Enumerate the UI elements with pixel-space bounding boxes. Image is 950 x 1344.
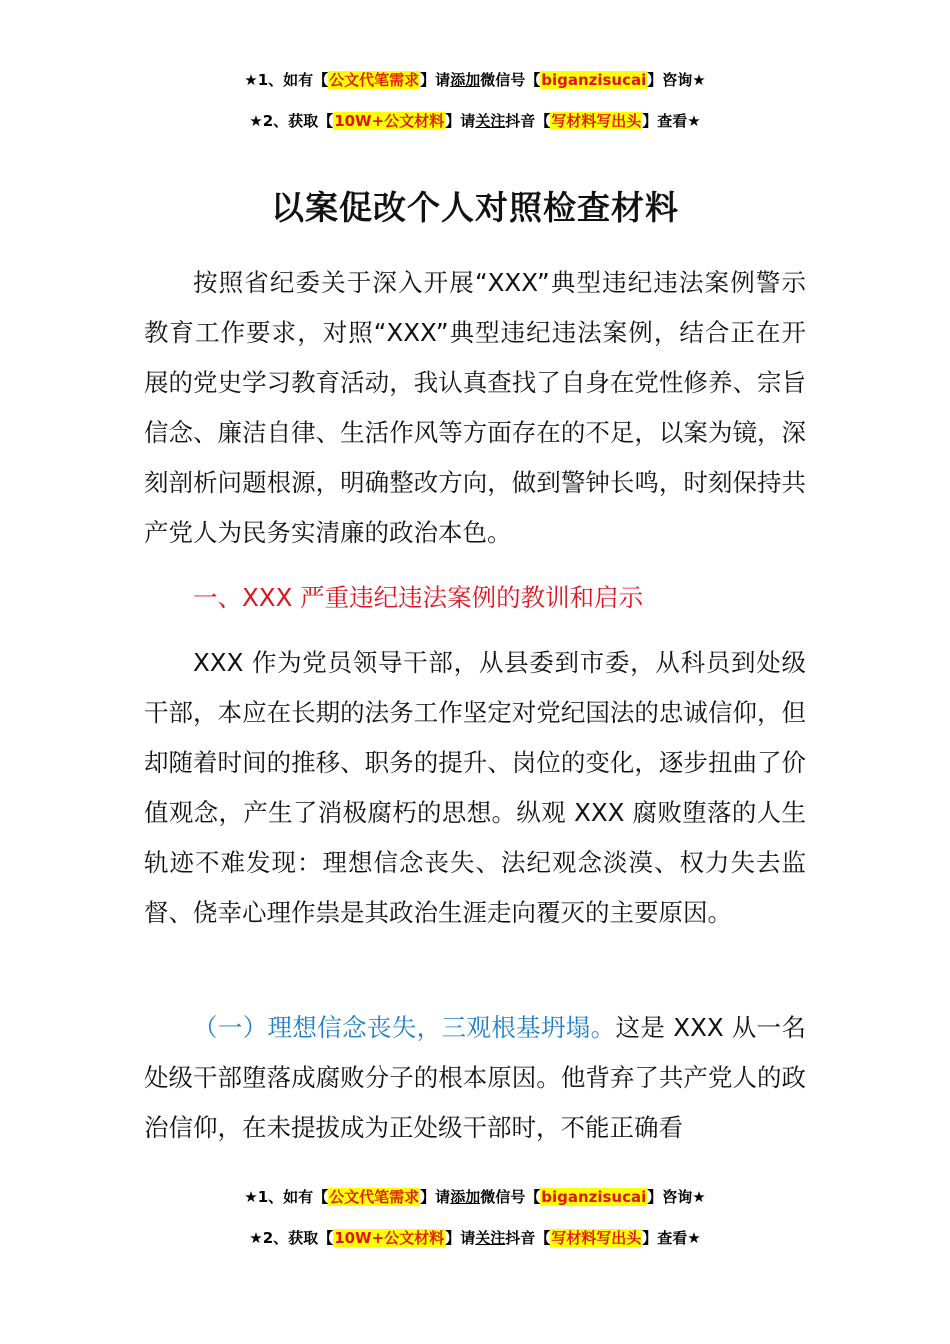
- banner-highlight-service: 公文代笔需求: [329, 1188, 420, 1206]
- banner-suffix: 】咨询★: [647, 1188, 706, 1206]
- banner-highlight-wechat-id: biganzisucai: [541, 71, 647, 89]
- banner-text: 】请: [445, 1229, 476, 1247]
- subsection-paragraph-1: [144, 1003, 806, 1153]
- intro-paragraph: 按照省纪委关于深入开展“XXX”典型违纪违法案例警示教育工作要求，对照“XXX”典型违纪违法案例，结合正在开展的党史学习教育活动，我认真查找了自身在党性修养、宗旨信念、廉洁自律、生活作风等方面存在的不足，以案为镜，深刻剖析问题根源，明确整改方向，做到警钟长鸣，时刻保持共产党人为民务实清廉的政治本色。: [144, 268, 806, 547]
- banner-text: 微信号【: [480, 71, 541, 89]
- banner-suffix: 】咨询★: [647, 71, 706, 89]
- banner-emphasis: 关注: [475, 112, 506, 130]
- bottom-banner-line-1: [0, 1187, 950, 1207]
- banner-text: 】请: [420, 1188, 451, 1206]
- banner-prefix: ★1、如有【: [244, 71, 329, 89]
- top-banner-line-2: [0, 111, 950, 131]
- banner-emphasis: 添加: [450, 1188, 481, 1206]
- banner-text: 】请: [420, 71, 451, 89]
- banner-prefix: ★2、获取【: [249, 112, 334, 130]
- banner-highlight-materials: 10W+公文材料: [334, 1229, 445, 1247]
- banner-text: 微信号【: [480, 1188, 541, 1206]
- banner-highlight-materials: 10W+公文材料: [334, 112, 445, 130]
- banner-emphasis: 添加: [450, 71, 481, 89]
- banner-text: 抖音【: [505, 1229, 551, 1247]
- banner-highlight-douyin-account: 写材料写出头: [551, 1229, 642, 1247]
- banner-suffix: 】查看★: [642, 1229, 701, 1247]
- subsection-text-1: 这是 XXX 从一名处级干部堕落成腐败分子的根本原因。他背弃了共产党人的政治信仰，在未提拔成为正处级干部时，不能正确看: [144, 1013, 806, 1142]
- banner-prefix: ★2、获取【: [249, 1229, 334, 1247]
- banner-highlight-wechat-id: biganzisucai: [541, 1188, 647, 1206]
- document-title: 以案促改个人对照检查材料: [271, 188, 679, 227]
- banner-text: 抖音【: [505, 112, 551, 130]
- banner-highlight-service: 公文代笔需求: [329, 71, 420, 89]
- section-1-paragraph: XXX 作为党员领导干部，从县委到市委，从科员到处级干部，本应在长期的法务工作坚定对党纪国法的忠诚信仰，但却随着时间的推移、职务的提升、岗位的变化，逐步扭曲了价值观念，产生了消极腐朽的思想。纵观 XXX 腐败堕落的人生轨迹不难发现：理想信念丧失、法纪观念淡漠、权力失去监督、侥幸心理作祟是其政治生涯走向覆灭的主要原因。: [144, 648, 806, 927]
- bottom-banner-line-2: [0, 1228, 950, 1248]
- banner-text: 】请: [445, 112, 476, 130]
- banner-highlight-douyin-account: 写材料写出头: [551, 112, 642, 130]
- section-heading-1: 一、XXX 严重违纪违法案例的教训和启示: [193, 583, 644, 612]
- banner-suffix: 】查看★: [642, 112, 701, 130]
- banner-emphasis: 关注: [475, 1229, 506, 1247]
- subsection-heading-1: （一）理想信念丧失，三观根基坍塌。: [193, 1013, 616, 1042]
- banner-prefix: ★1、如有【: [244, 1188, 329, 1206]
- top-banner-line-1: [0, 70, 950, 90]
